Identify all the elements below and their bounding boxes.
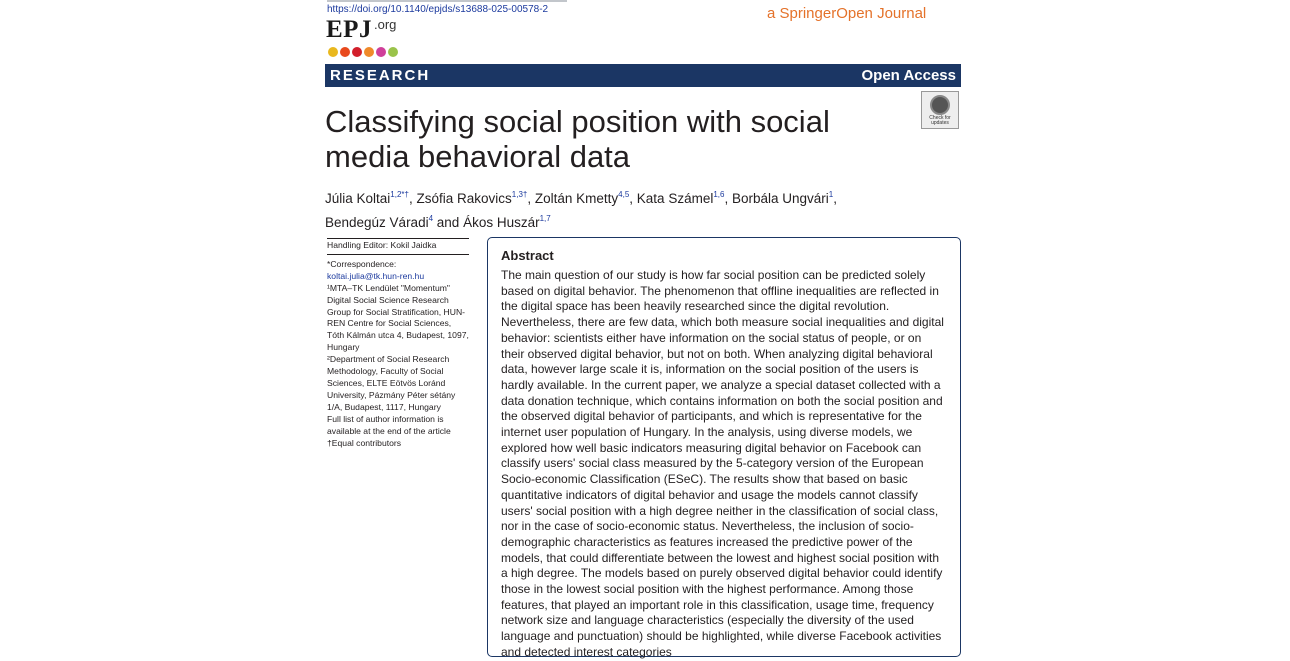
logo-dot [352, 47, 362, 57]
logo-dot [340, 47, 350, 57]
logo-dot [388, 47, 398, 57]
author-name[interactable]: Júlia Koltai [325, 191, 391, 206]
author-separator: , [408, 191, 417, 206]
author-list [325, 185, 965, 233]
author-name[interactable]: Bendegúz Váradi [325, 215, 429, 230]
author-affiliation-marker[interactable]: 1,6 [713, 190, 725, 199]
affiliation-1: ¹MTA–TK Lendület "Momentum" Digital Social Science Research Group for Social Stratification, HUN-REN Centre for Social Sciences, Tóth Kálmán utca 4, Budapest, 1097, Hungary [327, 282, 469, 353]
author-separator: , [629, 191, 637, 206]
correspondence-email-link[interactable]: koltai.julia@tk.hun-ren.hu [327, 270, 425, 281]
doi-link[interactable]: https://doi.org/10.1140/epjds/s13688-025-00578-2 [327, 4, 549, 15]
author-separator: and [433, 215, 464, 230]
logo-org-text: .org [374, 17, 397, 32]
logo-dot [376, 47, 386, 57]
epj-logo [326, 16, 397, 44]
abstract-box [487, 237, 961, 657]
author-affiliation-marker[interactable]: 1,7 [539, 214, 551, 223]
check-updates-icon [930, 95, 950, 115]
correspondence-label: *Correspondence: [327, 258, 397, 269]
author-affiliation-marker[interactable]: 1,3† [511, 190, 528, 199]
author-name[interactable]: Zoltán Kmetty [534, 191, 619, 206]
abstract-text: The main question of our study is how far social position can be predicted solely based on digital behavior. The phenomenon that offline inequalities are reflected in the digital space has been heavily researched since the digital revolution. Nevertheless, there are few data, which both measure social inequalities and digital behavior: scientists either have information on the social status of people, or on their observed digital behavior, but not on both. When analyzing digital behavioral data, however large scale it is, information on the social position of the users is hardly available. In the current paper, we analyze a special dataset collected with a data donation technique, which contains information on both the social position and the observed digital behavior of participants, and which is representative for the internet user population of Hungary. In the analysis, using diverse models, we explored how well basic indicators measuring digital behavior on Facebook can classify users' social class measured by the 5-category version of the European Socio-economic Classification (ESeC). The results show that based on basic quantitative indicators of digital behavior and usage the models cannot classify users' social position with a high degree neither in the classification of social class, nor in the case of socio-economic status. Nevertheless, the inclusion of socio-demographic characteristics as features increased the predictive power of the models, that could differentiate between the lowest and highest social position with a high degree. The models based on purely observed digital behavior could identify those in the lowest social position with the highest performance. Among those features, that played an important role in this classification, usage time, frequency network size and language characteristics (especially the diversity of the used language and punctuation) should be highlighted, while diverse Facebook activities and detected interest categories [501, 268, 944, 659]
full-author-info-note: Full list of author information is available at the end of the article [327, 413, 451, 436]
open-access-label: Open Access [861, 67, 956, 84]
author-name[interactable]: Ákos Huszár [463, 215, 540, 230]
author-separator: , [724, 191, 732, 206]
logo-dot [328, 47, 338, 57]
article-title: Classifying social position with social media behavioral data [325, 104, 830, 174]
logo-dot [364, 47, 374, 57]
author-affiliation-marker[interactable]: 4,5 [618, 190, 630, 199]
section-label: RESEARCH [330, 67, 431, 84]
author-name[interactable]: Zsófia Rakovics [416, 191, 512, 206]
affiliation-2: ²Department of Social Research Methodology, Faculty of Social Sciences, ELTE Eötvös Loránd University, Pázmány Péter sétány 1/A, Budapest, 1117, Hungary [327, 354, 456, 412]
cropped-header-line [327, 0, 567, 2]
author-affiliation-marker[interactable]: 1,2*† [390, 190, 409, 199]
equal-contributors-note: †Equal contributors [327, 437, 402, 448]
section-banner [325, 64, 961, 87]
author-separator: , [527, 191, 535, 206]
check-for-updates-button[interactable] [921, 91, 959, 129]
springeropen-journal-label: a SpringerOpen Journal [767, 5, 927, 22]
check-updates-label: Check for updates [929, 115, 951, 126]
author-separator: , [833, 191, 838, 206]
handling-editor: Handling Editor: Kokil Jaidka [327, 238, 469, 255]
author-name[interactable]: Kata Számel [636, 191, 714, 206]
author-affiliation-marker[interactable]: 4 [428, 214, 434, 223]
author-affiliation-marker[interactable]: 1 [828, 190, 834, 199]
logo-epj-text: EPJ [326, 16, 372, 43]
logo-dots [328, 47, 398, 57]
author-name[interactable]: Borbála Ungvári [731, 191, 829, 206]
article-sidebar [327, 238, 469, 449]
abstract-heading: Abstract [501, 248, 554, 263]
